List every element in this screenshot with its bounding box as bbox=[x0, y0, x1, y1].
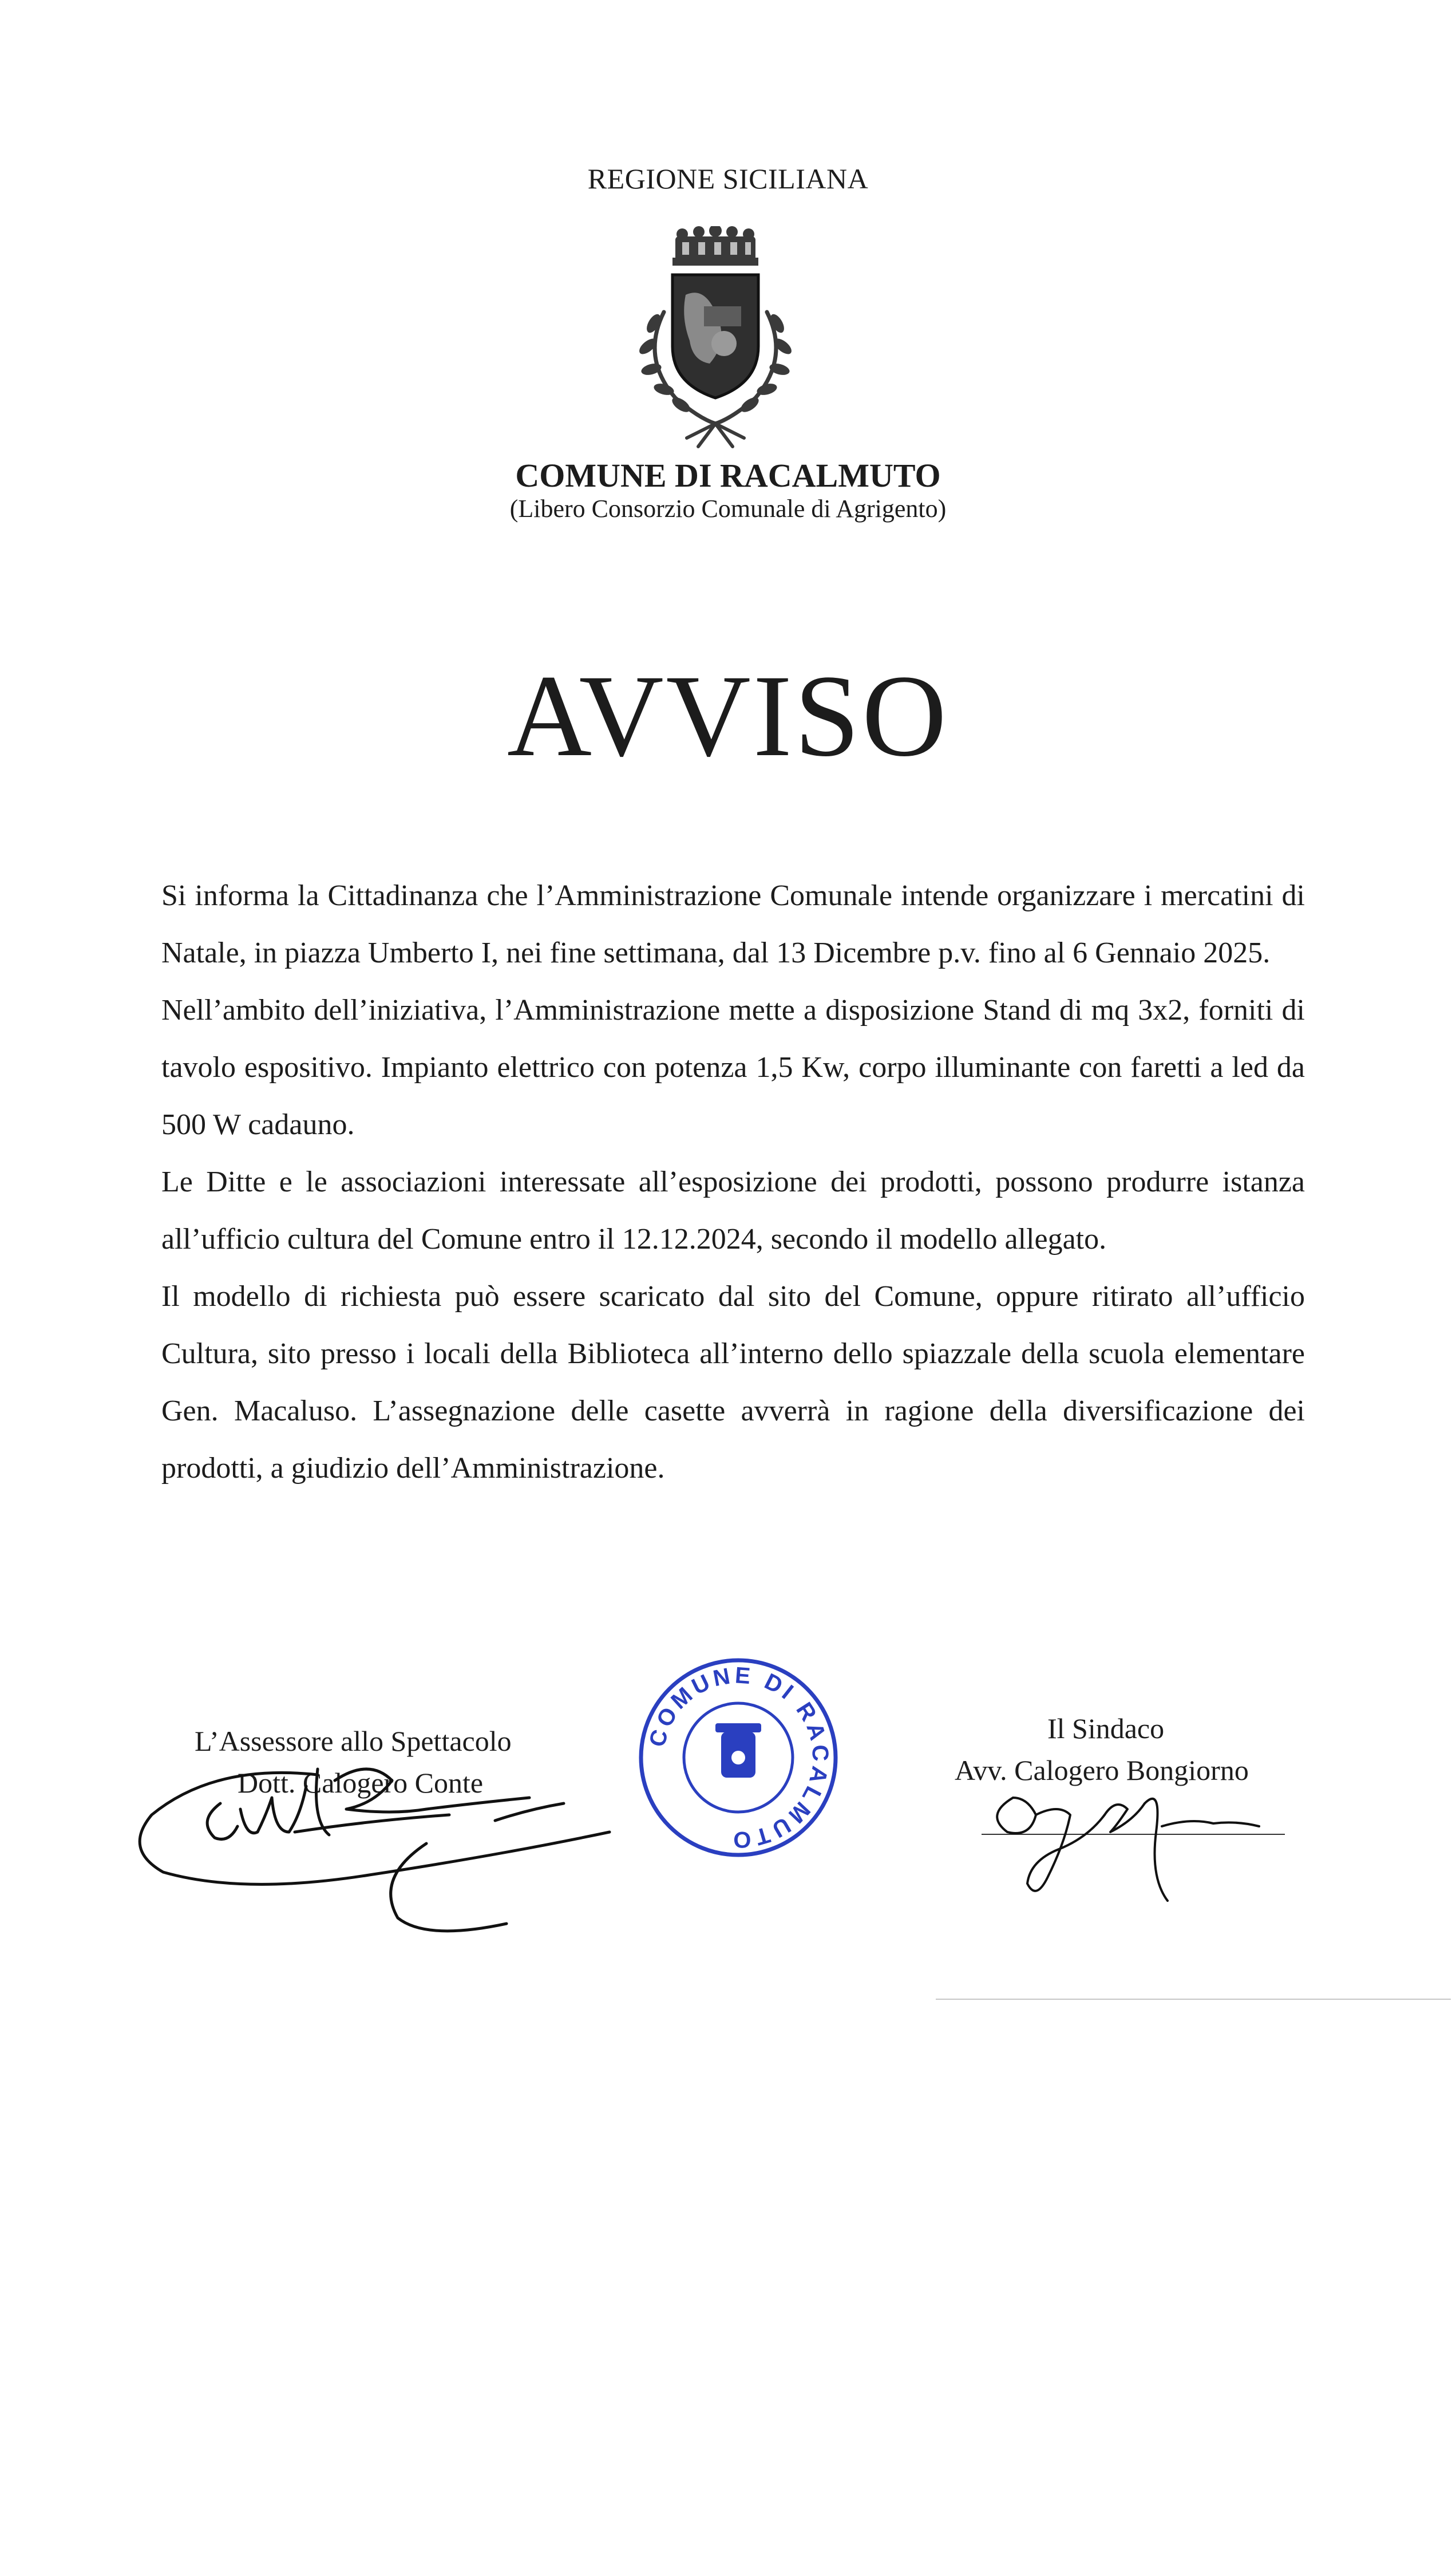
stamp-text: COMUNE DI RACALMUTO bbox=[644, 1663, 833, 1853]
municipality-name: COMUNE DI RACALMUTO bbox=[515, 457, 941, 494]
body-paragraph: Le Ditte e le associazioni interessate all’esposizione dei prodotti, possono produrre istanza all’ufficio cultura del Comune entro il 12.12.2024, secondo il modello allegato. bbox=[161, 1166, 1305, 1256]
body-paragraph: Si informa la Cittadinanza che l’Amministrazione Comunale intende organizzare i mercatini di Natale, in piazza Umberto I, nei fine settimana, dal 13 Dicembre p.v. fino al 6 Gennaio 2025. bbox=[161, 879, 1305, 969]
notice-title: AVVISO bbox=[507, 651, 949, 781]
notice-body bbox=[161, 867, 1305, 1497]
body-paragraph: Nell’ambito dell’iniziativa, l’Amministrazione mette a disposizione Stand di mq 3x2, forniti di tavolo espositivo. Impianto elettrico con potenza 1,5 Kw, corpo illuminante con faretti a led da 500 W cadauno. bbox=[161, 994, 1305, 1141]
divider bbox=[936, 1999, 1451, 2000]
consortium-name: (Libero Consorzio Comunale di Agrigento) bbox=[509, 495, 947, 523]
region-name: REGIONE SICILIANA bbox=[587, 163, 869, 195]
sindaco-role: Il Sindaco bbox=[1047, 1712, 1165, 1744]
assessore-name: Dott. Calogero Conte bbox=[238, 1767, 484, 1799]
assessore-signature bbox=[129, 1752, 632, 1958]
coat-of-arms-icon bbox=[618, 226, 813, 455]
sindaco-signature bbox=[973, 1763, 1293, 1912]
sindaco-name: Avv. Calogero Bongiorno bbox=[955, 1754, 1249, 1786]
assessore-role: L’Assessore allo Spettacolo bbox=[195, 1725, 512, 1757]
municipal-stamp bbox=[632, 1652, 844, 1864]
body-paragraph: Il modello di richiesta può essere scaricato dal sito del Comune, oppure ritirato all’ufficio Cultura, sito presso i locali della Biblioteca all’interno dello spiazzale della scuola elementare Gen. Macaluso. L’assegnazione delle casette avverrà in ragione della diversificazione dei prodotti, a giudizio dell’Amministrazione. bbox=[161, 1280, 1305, 1485]
